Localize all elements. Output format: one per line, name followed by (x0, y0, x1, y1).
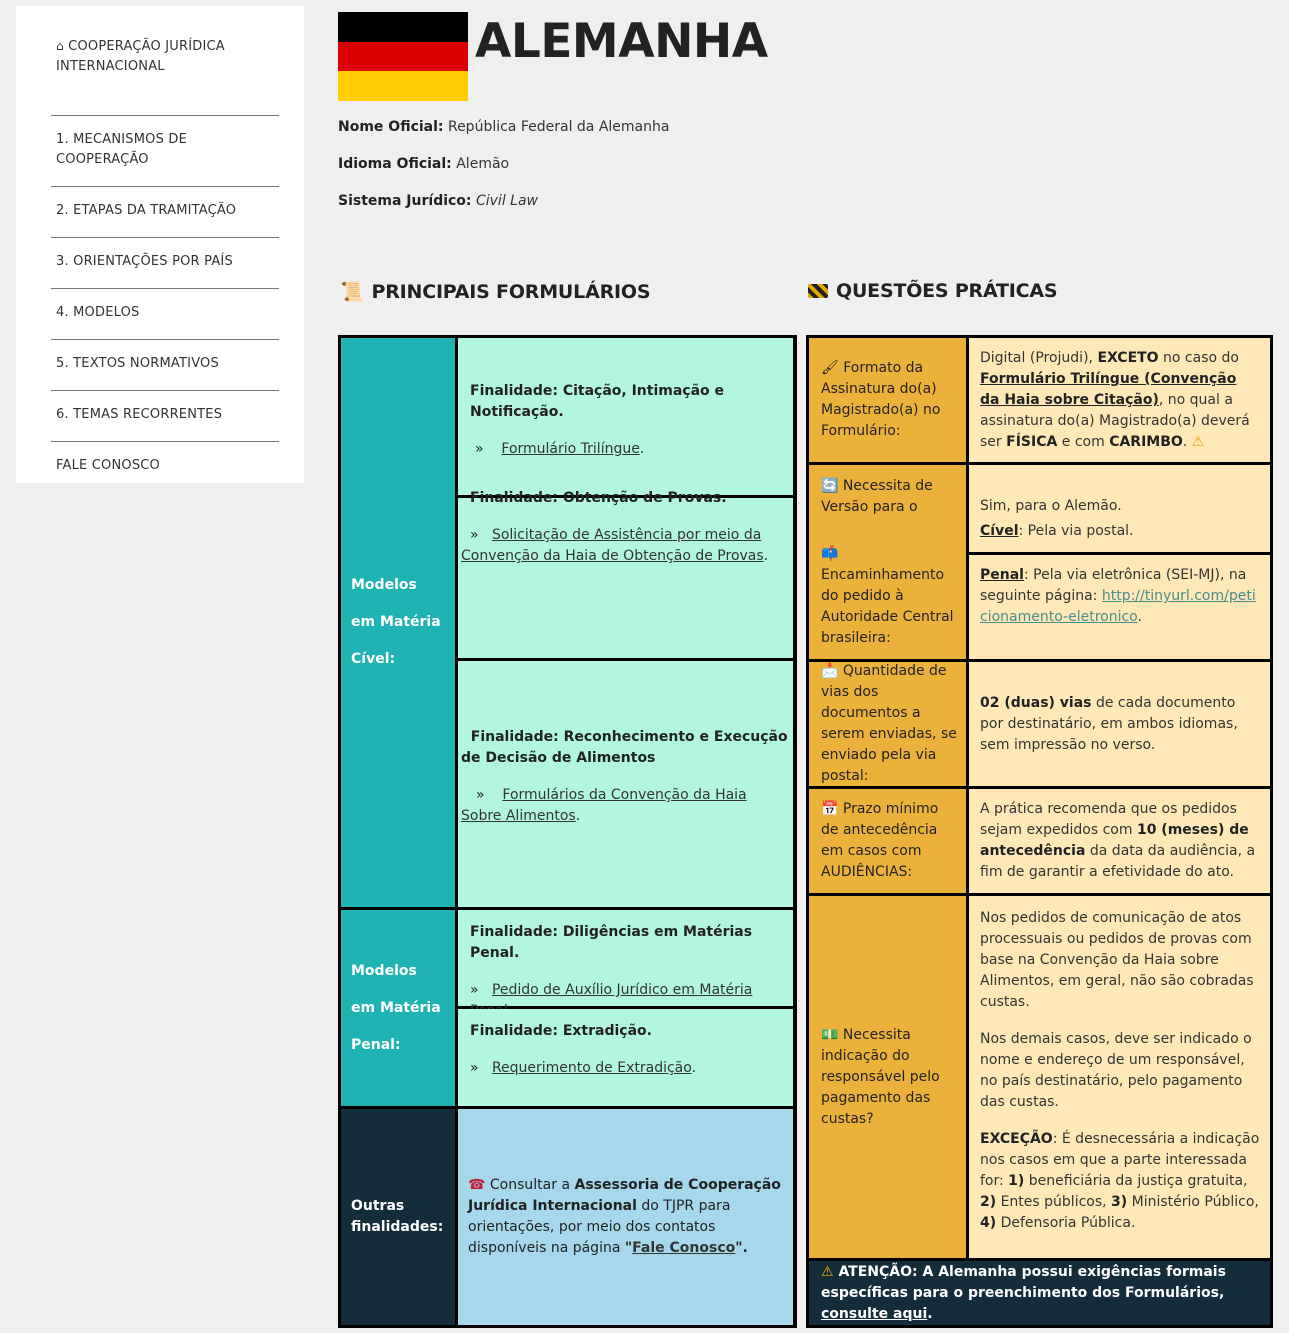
idioma-oficial (338, 156, 509, 172)
form-provas: Finalidade: Obtenção de Provas. » Solicitação de Assistência por meio da Convenção da Haia de Obtenção de Provas. (458, 498, 793, 658)
question-vias (809, 662, 966, 786)
questoes-praticas-title: QUESTÕES PRÁTICAS (836, 280, 1058, 302)
sidebar-item-label: COOPERAÇÃO JURÍDICA INTERNACIONAL (56, 39, 225, 74)
sidebar-item-label: 5. TEXTOS NORMATIVOS (56, 356, 219, 371)
sistema-juridico-label: Sistema Jurídico: (338, 193, 472, 209)
atencao-text: ATENÇÃO: A Alemanha possui exigências formais específicas para o preenchimento dos Formulários, (821, 1263, 1226, 1301)
penal-label (341, 910, 455, 1106)
civel-label-text: Modelos em Matéria Cível: (351, 577, 441, 667)
question-versao-encaminhamento (809, 465, 966, 659)
a1-exceto: EXCETO (1097, 350, 1159, 366)
sidebar-item-label: FALE CONOSCO (56, 458, 160, 473)
nome-oficial-label: Nome Oficial: (338, 119, 444, 135)
form-citacao: Finalidade: Citação, Intimação e Notificação. » Formulário Trilíngue. (458, 338, 793, 495)
mailbox-icon: 📫 (821, 546, 839, 562)
sistema-juridico (338, 193, 538, 209)
penal-label-answer: Penal (980, 567, 1024, 583)
question-assinatura-text: Formato da Assinatura do(a) Magistrado(a) no Formulário: (821, 360, 941, 439)
excecao-text-4: Defensoria Pública. (996, 1215, 1136, 1231)
sidebar-item-temas[interactable] (51, 391, 279, 442)
excecao-text: : É desnecessária a indicação nos casos em que a parte interessada for: (980, 1131, 1260, 1189)
outras-finalidades (458, 1109, 793, 1325)
sidebar-item-label: 4. MODELOS (56, 305, 140, 320)
form-alimentos-title: Finalidade: Reconhecimento e Execução de Decisão de Alimentos (461, 729, 788, 766)
a1-text-4: e com (1057, 434, 1110, 450)
excecao-text-3: Ministério Público, (1127, 1194, 1259, 1210)
sidebar-item-label: 3. ORIENTAÇÕES POR PAÍS (56, 254, 233, 269)
atencao-end: . (927, 1305, 933, 1322)
form-citacao-title: Finalidade: Citação, Intimação e Notificação. (470, 383, 725, 420)
a1-text-3: , no qual a assinatura do(a) Magistrado(a) deverá ser (980, 392, 1250, 450)
calendar-icon: 📅 (821, 801, 839, 817)
bullet: » (475, 441, 484, 457)
civel-answer-text: : Pela via postal. (1018, 523, 1134, 539)
outras-text-2: do TJPR para orientações, por meio dos contatos disponíveis na página (468, 1198, 731, 1256)
answer-versao (969, 465, 1270, 552)
excecao-1: 1) (1008, 1173, 1025, 1189)
a3-duas-vias: 02 (duas) vias (980, 695, 1092, 711)
form-penal-title: Finalidade: Diligências em Matérias Penal. (470, 924, 753, 961)
principais-formularios-title: PRINCIPAIS FORMULÁRIOS (371, 280, 651, 303)
idioma-oficial-label: Idioma Oficial: (338, 156, 452, 172)
answer-vias (969, 662, 1270, 786)
outras-text (468, 1175, 781, 1259)
custas-excecao (980, 1129, 1260, 1234)
penal-label-text: Modelos em Matéria Penal: (351, 962, 441, 1053)
sidebar-item-label: 2. ETAPAS DA TRAMITAÇÃO (56, 203, 237, 218)
question-encaminhamento-text: Encaminhamento do pedido à Autoridade Central brasileira: (821, 567, 954, 646)
sidebar-item-orientacoes[interactable] (51, 238, 279, 289)
flag-stripe-gold (338, 71, 468, 101)
form-extradicao-title: Finalidade: Extradição. (470, 1023, 652, 1039)
peticionamento-link[interactable]: http://tinyurl.com/peticionamento-eletronico (980, 588, 1256, 625)
telephone-icon: ☎ (468, 1177, 486, 1193)
sidebar-item-cooperacao[interactable] (51, 30, 279, 116)
question-custas-text: Necessita indicação do responsável pelo pagamento das custas? (821, 1026, 940, 1127)
principais-formularios-heading (340, 280, 650, 303)
convencao-alimentos-link[interactable]: Formulários da Convenção da Haia Sobre Alimentos (461, 787, 747, 824)
germany-flag (338, 12, 468, 101)
outras-text-1: Consultar a (489, 1177, 575, 1193)
answer-assinatura (969, 338, 1270, 462)
sidebar-item-etapas[interactable] (51, 187, 279, 238)
questoes-table (806, 335, 1273, 1328)
sidebar (16, 6, 304, 483)
form-provas-title: Finalidade: Obtenção de Provas. (470, 490, 727, 506)
sidebar-item-mecanismos[interactable] (51, 116, 279, 187)
atencao-banner (809, 1261, 1270, 1325)
nome-oficial (338, 119, 669, 135)
a4-text-2: da data da audiência, a fim de garantir a efetividade do ato. (980, 843, 1256, 880)
sidebar-item-label: 6. TEMAS RECORRENTES (56, 407, 223, 422)
civel-label-answer: Cível (980, 523, 1019, 539)
a4-antecedencia: 10 (meses) de antecedência (980, 822, 1249, 859)
formularios-table (338, 335, 797, 1328)
a3-text: de cada documento por destinatário, em ambos idiomas, sem impressão no verso. (980, 695, 1238, 753)
refresh-icon: 🔄 (821, 478, 839, 494)
outras-label (341, 1109, 455, 1325)
consulte-aqui-link[interactable]: consulte aqui (821, 1305, 928, 1322)
flag-stripe-black (338, 12, 468, 42)
money-icon: 💵 (821, 1026, 839, 1043)
auxilio-penal-link[interactable]: Pedido de Auxílio Jurídico em Matéria (491, 982, 753, 998)
bullet: » (470, 982, 479, 998)
sidebar-item-textos[interactable] (51, 340, 279, 391)
a4-text-1: A prática recomenda que os pedidos sejam expedidos com (980, 801, 1237, 838)
bullet: » (470, 527, 479, 543)
idioma-oficial-value: Alemão (456, 156, 510, 172)
pen-icon: 🖌 (821, 360, 839, 376)
question-custas (809, 896, 966, 1258)
warning-icon: ⚠ (1191, 434, 1205, 450)
quote-open: " (624, 1240, 633, 1256)
excecao-text-2: Entes públicos, (996, 1194, 1112, 1210)
penal-answer-text: : Pela via eletrônica (SEI-MJ), na seguinte página: (980, 567, 1247, 604)
assistencia-provas-link[interactable]: Solicitação de Assistência por meio da Convenção da Haia de Obtenção de Provas (461, 527, 764, 564)
a1-fisica: FÍSICA (1006, 434, 1058, 450)
question-versao-text: Necessita de Versão para o (821, 478, 933, 515)
flag-stripe-red (338, 42, 468, 72)
form-penal (458, 910, 793, 1006)
question-prazo (809, 789, 966, 893)
construction-icon (808, 284, 828, 298)
sidebar-item-modelos[interactable] (51, 289, 279, 340)
formulario-trilingue-link[interactable]: Formulário Trilíngue (501, 441, 640, 457)
custas-paragraph-2: Nos demais casos, deve ser indicado o nome e endereço de um responsável, no país destinatário, pelo pagamento das custas. (980, 1031, 1252, 1110)
custas-paragraph-1: Nos pedidos de comunicação de atos processuais ou pedidos de provas com base na Convenção da Haia sobre Alimentos, em geral, não são cobradas custas. (980, 910, 1254, 1010)
a1-text-2: no caso do (1158, 350, 1239, 366)
form-alimentos: Finalidade: Reconhecimento e Execução de Decisão de Alimentos » Formulários da Convenção da Haia Sobre Alimentos. (458, 661, 793, 907)
question-assinatura (809, 338, 966, 462)
sidebar-item-fale-conosco[interactable] (51, 442, 279, 493)
extradicao-link[interactable]: Requerimento de Extradição (491, 1060, 692, 1076)
bullet: » (470, 1060, 479, 1076)
excecao-label: EXCEÇÃO (980, 1131, 1053, 1147)
excecao-2: 2) (980, 1194, 997, 1210)
nome-oficial-value: República Federal da Alemanha (447, 119, 670, 135)
form-extradicao: Finalidade: Extradição. » Requerimento de Extradição. (458, 1009, 793, 1106)
scroll-icon: 📜 (340, 281, 364, 303)
excecao-4: 4) (980, 1215, 997, 1231)
a1-carimbo: CARIMBO (1109, 434, 1183, 450)
envelope-icon: 📩 (821, 663, 839, 679)
home-icon: ⌂ (56, 39, 64, 53)
excecao-text-1: beneficiária da justiça gratuita, (1024, 1173, 1248, 1189)
question-vias-text: Quantidade de vias dos documentos a serem enviadas, se enviado pela via postal: (821, 663, 957, 784)
civel-label (341, 338, 455, 907)
formulario-trilingue-haia-link[interactable]: Formulário Trilíngue (Convenção da Haia sobre Citação) (980, 371, 1237, 408)
questoes-praticas-heading (808, 280, 1057, 302)
fale-conosco-link[interactable]: Fale Conosco (632, 1240, 736, 1256)
warning-icon: ⚠ (821, 1263, 834, 1280)
answer-custas (969, 896, 1270, 1258)
quote-close: ". (735, 1240, 748, 1256)
answer-prazo (969, 789, 1270, 893)
penal-answer-end: . (1137, 609, 1142, 625)
question-prazo-text: Prazo mínimo de antecedência em casos com AUDIÊNCIAS: (821, 801, 939, 880)
answer-versao-text: Sim, para o Alemão. (980, 498, 1122, 514)
bullet: » (476, 787, 485, 803)
answer-penal (969, 555, 1270, 659)
page-title: ALEMANHA (475, 14, 768, 69)
sistema-juridico-value: Civil Law (475, 193, 538, 209)
outras-label-text: Outras finalidades: (351, 1198, 444, 1235)
sidebar-item-label: 1. MECANISMOS DE COOPERAÇÃO (56, 132, 188, 167)
a1-text-5: . (1182, 434, 1188, 450)
a1-text-1: Digital (Projudi), (980, 350, 1098, 366)
excecao-3: 3) (1111, 1194, 1128, 1210)
assessoria-name: Assessoria de Cooperação Jurídica Internacional (468, 1177, 781, 1214)
